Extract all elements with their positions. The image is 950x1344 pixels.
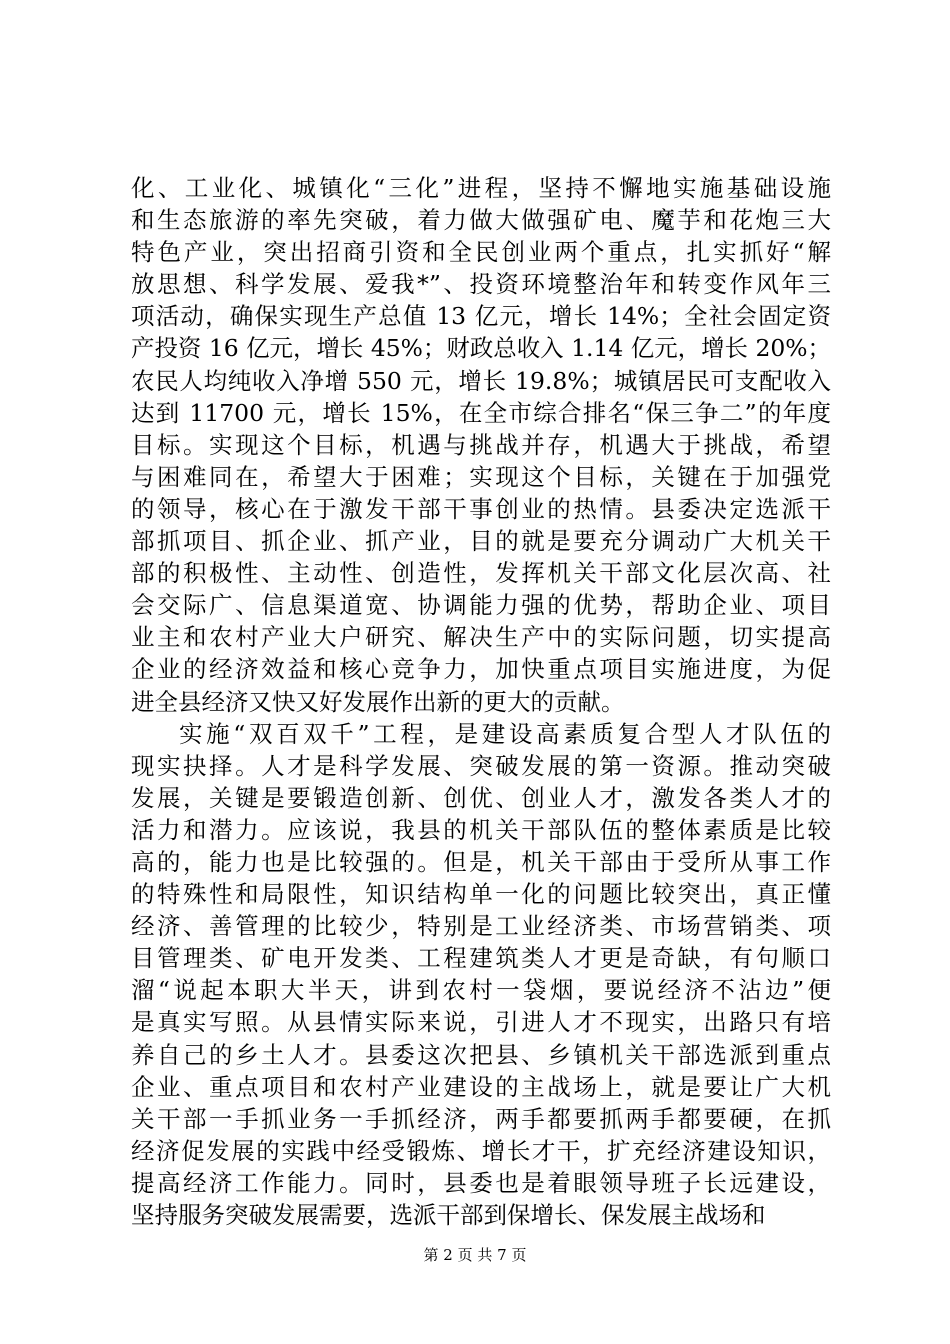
text-line: 会交际广、信息渠道宽、协调能力强的优势，帮助企业、项目 bbox=[131, 591, 831, 620]
text-line: 特色产业，突出招商引资和全民创业两个重点，扎实抓好“解 bbox=[131, 238, 831, 267]
text-line: 和生态旅游的率先突破，着力做大做强矿电、魔芋和花炮三大 bbox=[131, 206, 831, 235]
text-line: 是真实写照。从县情实际来说，引进人才不现实，出路只有培 bbox=[131, 1008, 831, 1037]
text-line: 现实抉择。人才是科学发展、突破发展的第一资源。推动突破 bbox=[131, 751, 831, 780]
text-line: 放思想、科学发展、爱我*”、投资环境整治年和转变作风年三 bbox=[131, 270, 831, 299]
text-line: 目标。实现这个目标，机遇与挑战并存，机遇大于挑战，希望 bbox=[131, 430, 831, 459]
text-line: 业主和农村产业大户研究、解决生产中的实际问题，切实提高 bbox=[131, 623, 831, 652]
text-line: 部抓项目、抓企业、抓产业，目的就是要充分调动广大机关干 bbox=[131, 527, 831, 556]
text-line: 实施“双百双千”工程，是建设高素质复合型人才队伍的 bbox=[179, 719, 831, 748]
text-line: 活力和潜力。应该说，我县的机关干部队伍的整体素质是比较 bbox=[131, 815, 831, 844]
text-line: 的特殊性和局限性，知识结构单一化的问题比较突出，真正懂 bbox=[131, 880, 831, 909]
text-line: 目管理类、矿电开发类、工程建筑类人才更是奇缺，有句顺口 bbox=[131, 944, 831, 973]
text-line: 发展，关键是要锻造创新、创优、创业人才，激发各类人才的 bbox=[131, 783, 831, 812]
text-line: 溜“说起本职大半天，讲到农村一袋烟，要说经济不沾边”便 bbox=[131, 976, 831, 1005]
page-footer: 第 2 页 共 7 页 bbox=[423, 1246, 527, 1264]
text-line: 高的，能力也是比较强的。但是，机关干部由于受所从事工作 bbox=[131, 847, 831, 876]
text-line: 部的积极性、主动性、创造性，发挥机关干部文化层次高、社 bbox=[131, 559, 831, 588]
text-line: 农民人均纯收入净增 550 元，增长 19.8%；城镇居民可支配收入 bbox=[131, 366, 831, 395]
text-line: 坚持服务突破发展需要，选派干部到保增长、保发展主战场和 bbox=[131, 1201, 766, 1229]
text-line: 关干部一手抓业务一手抓经济，两手都要抓两手都要硬，在抓 bbox=[131, 1104, 831, 1133]
paragraph bbox=[131, 172, 831, 718]
text-line: 进全县经济又快又好发展作出新的更大的贡献。 bbox=[131, 687, 625, 716]
text-line: 提高经济工作能力。同时，县委也是着眼领导班子长远建设， bbox=[131, 1168, 831, 1197]
text-line: 经济、善管理的比较少，特别是工业经济类、市场营销类、项 bbox=[131, 912, 831, 941]
text-line: 企业、重点项目和农村产业建设的主战场上，就是要让广大机 bbox=[131, 1072, 831, 1101]
paragraph bbox=[131, 718, 831, 1232]
text-line: 的领导，核心在于激发干部干事创业的热情。县委决定选派干 bbox=[131, 494, 831, 523]
document-body bbox=[131, 172, 831, 1231]
text-line: 项活动，确保实现生产总值 13 亿元，增长 14%；全社会固定资 bbox=[131, 302, 831, 331]
text-line: 养自己的乡土人才。县委这次把县、乡镇机关干部选派到重点 bbox=[131, 1040, 831, 1069]
text-line: 与困难同在，希望大于困难；实现这个目标，关键在于加强党 bbox=[131, 462, 831, 491]
text-line: 达到 11700 元，增长 15%，在全市综合排名“保三争二”的年度 bbox=[131, 398, 831, 427]
text-line: 化、工业化、城镇化“三化”进程，坚持不懈地实施基础设施 bbox=[131, 174, 831, 202]
text-line: 产投资 16 亿元，增长 45%；财政总收入 1.14 亿元，增长 20%； bbox=[131, 334, 831, 363]
text-line: 经济促发展的实践中经受锻炼、增长才干，扩充经济建设知识， bbox=[131, 1136, 831, 1165]
text-line: 企业的经济效益和核心竞争力，加快重点项目实施进度，为促 bbox=[131, 655, 831, 684]
